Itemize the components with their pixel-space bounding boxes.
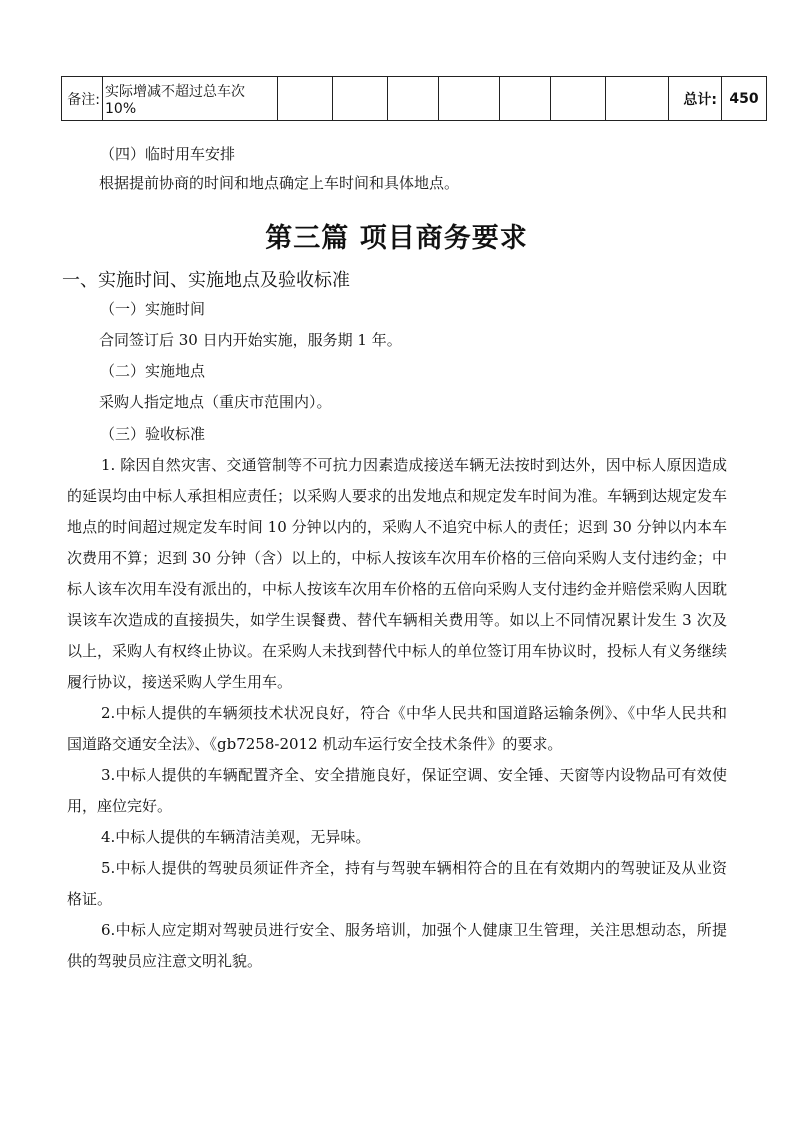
acceptance-item-1: 1. 除因自然灾害、交通管制等不可抗力因素造成接送车辆无法按时到达外，因中标人原因造成的延误均由中标人承担相应责任；以采购人要求的出发地点和规定发车时间为准。车辆到达规定发车地点的时间超过规定发车时间 10 分钟以内的，采购人不追究中标人的责任；迟到 30 分钟以内本车次费用不算；迟到 30 分钟（含）以上的，中标人按该车次用车价格的三倍向采购人支付违约金；中标人该车次用车没有派出的，中标人按该车次用车价格的五倍向采购人支付违约金并赔偿采购人因耽误该车次造成的直接损失，如学生误餐费、替代车辆相关费用等。如以上不同情况累计发生 3 次及以上，采购人有权终止协议。在采购人未找到替代中标人的单位签订用车协议时，投标人有义务继续履行协议，接送采购人学生用车。 <box>67 456 728 691</box>
acceptance-item-2: 2.中标人提供的车辆须技术状况良好，符合《中华人民共和国道路运输条例》、《中华人民共和国道路交通安全法》、《gb7258-2012 机动车运行安全技术条件》的要求。 <box>67 704 727 753</box>
acceptance-item-5: 5.中标人提供的驾驶员须证件齐全，持有与驾驶车辆相符合的且在有效期内的驾驶证及从业资格证。 <box>67 859 727 908</box>
empty-cell <box>500 77 551 121</box>
time-text: 合同签订后 30 日内开始实施，服务期 1 年。 <box>99 331 402 349</box>
section-heading: 一、实施时间、实施地点及验收标准 <box>62 270 350 291</box>
empty-cell <box>333 77 388 121</box>
acceptance-item-4: 4.中标人提供的车辆清洁美观，无异味。 <box>101 828 371 846</box>
empty-cell <box>606 77 669 121</box>
section4-heading: （四）临时用车安排 <box>100 145 236 163</box>
note-label: 备注: <box>62 77 103 121</box>
page-title: 第三篇 项目商务要求 <box>265 223 528 254</box>
acceptance-heading: （三）验收标准 <box>100 425 206 443</box>
total-value: 450 <box>722 77 767 121</box>
acceptance-item-3: 3.中标人提供的车辆配置齐全、安全措施良好，保证空调、安全锤、天窗等内设物品可有效使用，座位完好。 <box>67 766 727 815</box>
empty-cell <box>388 77 439 121</box>
note-table <box>61 76 767 121</box>
acceptance-item-6: 6.中标人应定期对驾驶员进行安全、服务培训，加强个人健康卫生管理，关注思想动态，所提供的驾驶员应注意文明礼貌。 <box>67 921 727 970</box>
place-text: 采购人指定地点（重庆市范围内）。 <box>99 393 332 411</box>
empty-cell <box>439 77 500 121</box>
section4-text: 根据提前协商的时间和地点确定上车时间和具体地点。 <box>99 174 460 192</box>
empty-cell <box>551 77 606 121</box>
note-text: 实际增减不超过总车次 10% <box>103 77 278 121</box>
total-label: 总计: <box>669 77 722 121</box>
time-heading: （一）实施时间 <box>100 300 206 318</box>
place-heading: （二）实施地点 <box>100 362 206 380</box>
table-row <box>62 77 767 121</box>
empty-cell <box>278 77 333 121</box>
